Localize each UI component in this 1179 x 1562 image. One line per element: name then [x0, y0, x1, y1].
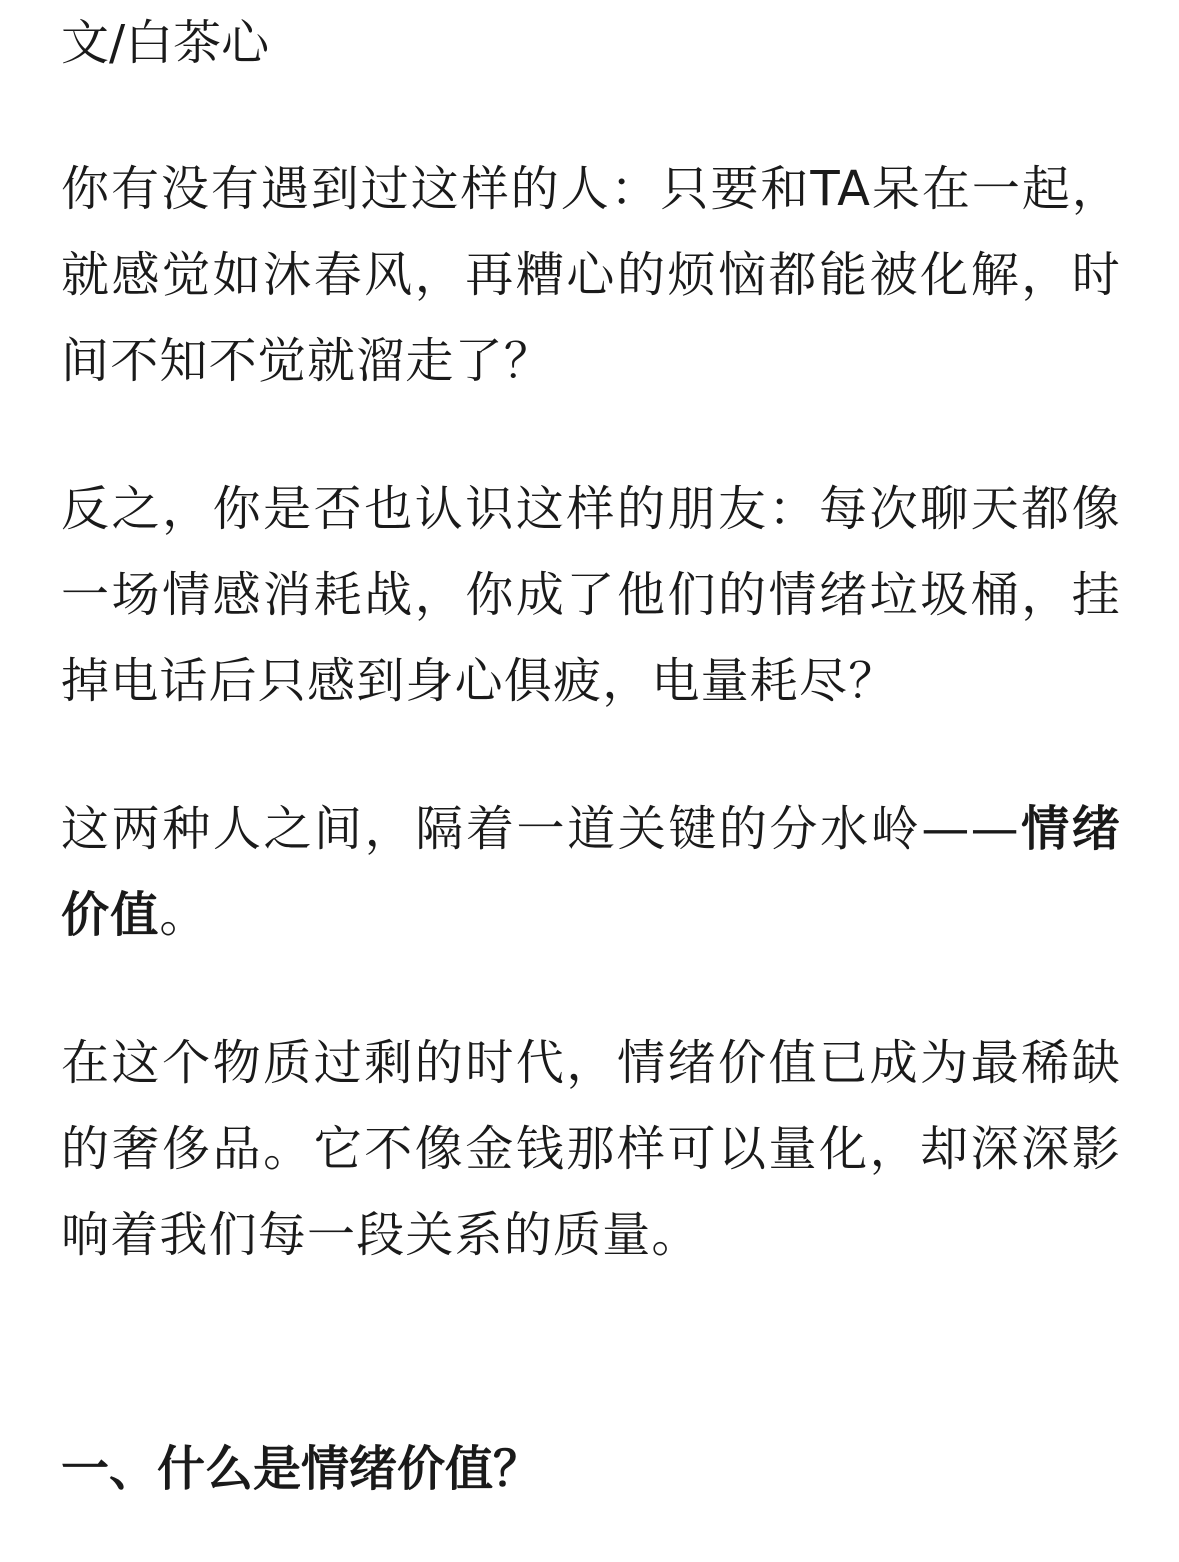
article-body [61, 0, 1121, 1512]
author-byline: 文/白茶心 [61, 15, 270, 71]
paragraph-divide [61, 786, 1121, 958]
emphasis-emotional-value: 情绪价值 [61, 801, 1121, 943]
divide-tail-text: 。 [159, 887, 209, 943]
paragraph-intro: 你有没有遇到过这样的人：只要和TA呆在一起，就感觉如沐春风，再糟心的烦恼都能被化解，时间不知不觉就溜走了？ [61, 161, 1121, 389]
paragraph-contrast: 反之，你是否也认识这样的朋友：每次聊天都像一场情感消耗战，你成了他们的情绪垃圾桶，挂掉电话后只感到身心俱疲，电量耗尽？ [61, 481, 1121, 709]
divide-lead-text: 这两种人之间，隔着一道关键的分水岭—— [61, 801, 1020, 857]
section-heading: 一、什么是情绪价值？ [61, 1441, 542, 1497]
paragraph-scarcity: 在这个物质过剩的时代，情绪价值已成为最稀缺的奢侈品。它不像金钱那样可以量化，却深深影响着我们每一段关系的质量。 [61, 1035, 1121, 1263]
